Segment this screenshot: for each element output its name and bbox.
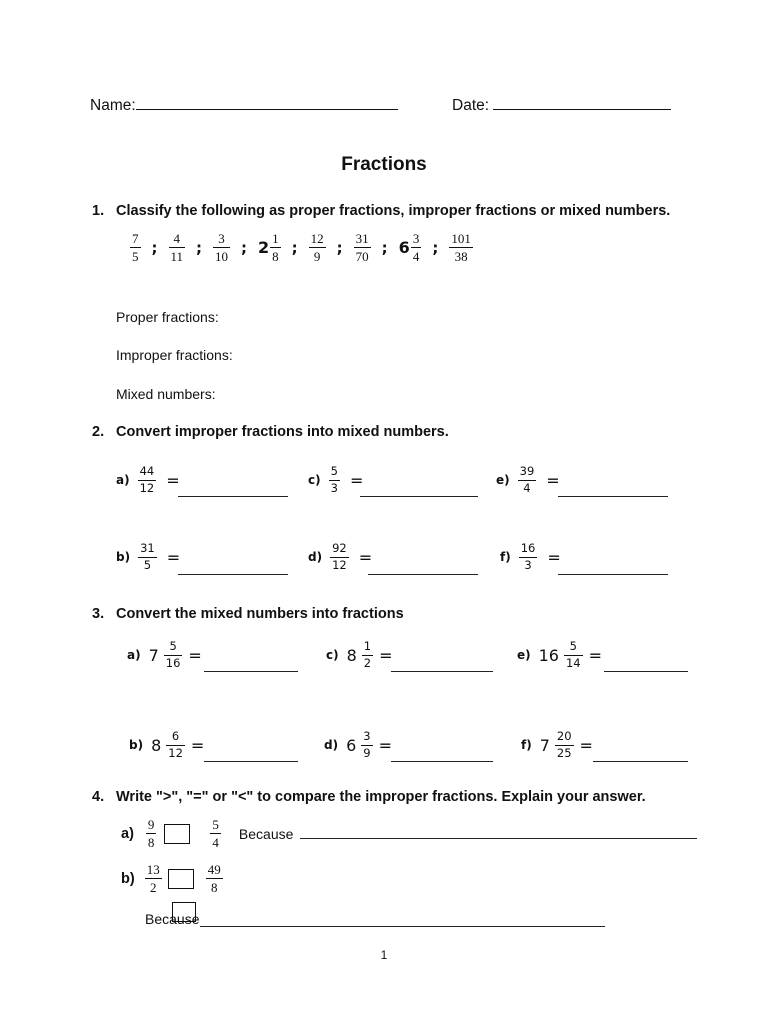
name-label: Name: bbox=[90, 97, 136, 114]
improper-fractions-label: Improper fractions: bbox=[116, 347, 233, 363]
q3-item-d: d) 6 $\frac{3}{9}$ = bbox=[324, 729, 392, 760]
q1-fraction: $\frac{1}{8}$ bbox=[272, 231, 279, 264]
because-label: Because bbox=[145, 911, 200, 927]
q4-item-a bbox=[121, 818, 293, 849]
q2-text: Convert improper fractions into mixed numbers. bbox=[116, 424, 449, 440]
answer-line[interactable] bbox=[593, 761, 688, 762]
answer-line[interactable] bbox=[204, 671, 298, 672]
q4-number: 4. bbox=[92, 789, 105, 805]
right-fraction: $\frac{5}{4}$ bbox=[212, 817, 219, 850]
q3-number: 3. bbox=[92, 606, 105, 622]
item-letter: a) bbox=[121, 825, 134, 842]
answer-line[interactable] bbox=[558, 574, 668, 575]
answer-line[interactable] bbox=[368, 574, 478, 575]
answer-line[interactable] bbox=[300, 838, 697, 839]
comparison-box[interactable] bbox=[168, 869, 194, 889]
separator: ; bbox=[151, 238, 158, 257]
mixed-numbers-label: Mixed numbers: bbox=[116, 386, 216, 402]
comparison-box[interactable] bbox=[164, 824, 190, 844]
mixed-whole: 2 bbox=[258, 238, 270, 257]
q1-text: Classify the following as proper fractions, improper fractions or mixed numbers. bbox=[116, 203, 671, 219]
left-fraction: $\frac{9}{8}$ bbox=[147, 817, 155, 850]
separator: ; bbox=[336, 238, 343, 257]
q3-text: Convert the mixed numbers into fractions bbox=[116, 606, 404, 622]
answer-line[interactable] bbox=[178, 574, 288, 575]
answer-line[interactable] bbox=[391, 671, 493, 672]
q2-number: 2. bbox=[92, 424, 105, 440]
right-fraction: $\frac{49}{8}$ bbox=[207, 862, 221, 895]
comparison-box[interactable] bbox=[172, 902, 196, 922]
separator: ; bbox=[241, 238, 248, 257]
left-fraction: $\frac{13}{2}$ bbox=[146, 862, 160, 895]
separator: ; bbox=[291, 238, 298, 257]
q1-fraction: $\frac{4}{11}$ bbox=[170, 231, 184, 264]
answer-line[interactable] bbox=[558, 496, 668, 497]
q1-fraction: $\frac{31}{70}$ bbox=[355, 231, 369, 264]
separator: ; bbox=[432, 238, 439, 257]
separator: ; bbox=[381, 238, 388, 257]
q2-item-f: f) $\frac{16}{3}$ = bbox=[500, 541, 561, 572]
answer-line[interactable] bbox=[360, 496, 478, 497]
q2-item-b: b) $\frac{31}{5}$ = bbox=[116, 541, 181, 572]
q2-item-a: a) $\frac{44}{12}$ = bbox=[116, 464, 180, 495]
because-label: Because bbox=[238, 825, 294, 842]
answer-line[interactable] bbox=[178, 496, 288, 497]
q2-item-e: e) $\frac{39}{4}$ = bbox=[496, 464, 560, 495]
proper-fractions-label: Proper fractions: bbox=[116, 309, 219, 325]
answer-line[interactable] bbox=[200, 926, 605, 927]
q1-number: 1. bbox=[92, 203, 105, 219]
q1-fraction: $\frac{3}{4}$ bbox=[412, 231, 420, 264]
answer-line[interactable] bbox=[391, 761, 493, 762]
separator: ; bbox=[196, 238, 203, 257]
q1-fraction: $\frac{7}{5}$ bbox=[132, 231, 139, 264]
name-field[interactable] bbox=[90, 93, 398, 115]
q1-fraction-row bbox=[130, 232, 473, 263]
q1-fraction: $\frac{101}{38}$ bbox=[451, 231, 471, 264]
q4-item-b bbox=[121, 863, 223, 894]
page-number: 1 bbox=[380, 948, 388, 962]
date-line[interactable] bbox=[493, 93, 671, 110]
page-title: Fractions bbox=[341, 154, 427, 175]
q4-text: Write ">", "=" or "<" to compare the improper fractions. Explain your answer. bbox=[116, 789, 646, 805]
mixed-whole: 6 bbox=[398, 238, 410, 257]
q1-fraction: $\frac{3}{10}$ bbox=[215, 231, 229, 264]
date-field[interactable] bbox=[452, 93, 671, 115]
q3-item-c: c) 8 $\frac{1}{2}$ = bbox=[326, 639, 393, 670]
q2-item-d: d) $\frac{92}{12}$ = bbox=[308, 541, 373, 572]
q3-item-f: f) 7 $\frac{20}{25}$ = bbox=[521, 729, 593, 760]
item-letter: b) bbox=[121, 870, 135, 887]
answer-line[interactable] bbox=[204, 761, 298, 762]
q3-item-e: e) 16 $\frac{5}{14}$ = bbox=[517, 639, 603, 670]
q3-item-a: a) 7 $\frac{5}{16}$ = bbox=[127, 639, 202, 670]
date-label: Date: bbox=[452, 97, 490, 114]
q3-item-b: b) 8 $\frac{6}{12}$ = bbox=[129, 729, 205, 760]
q1-fraction: $\frac{12}{9}$ bbox=[310, 231, 324, 264]
name-line[interactable] bbox=[136, 93, 398, 110]
answer-line[interactable] bbox=[604, 671, 688, 672]
q2-item-c: c) $\frac{5}{3}$ = bbox=[308, 464, 364, 495]
